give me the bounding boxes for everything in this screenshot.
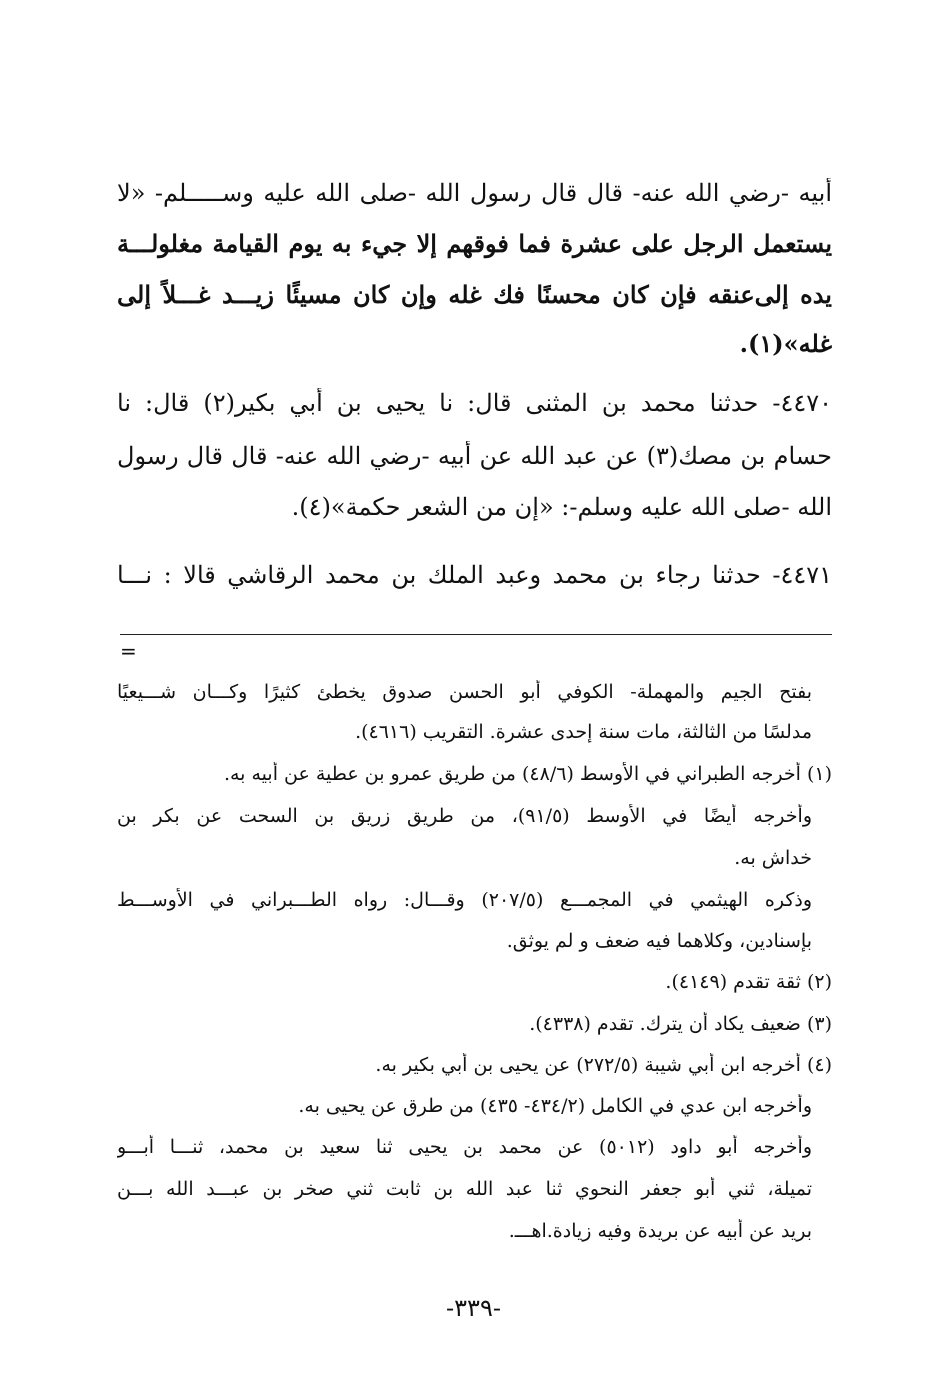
footnote-line: تميلة، ثني أبو جعفر النحوي ثنا عبد الله بن ثابت ثني صخر بن عبـــد الله بـــن (117, 1178, 812, 1200)
footnote-line: بفتح الجيم والمهملة- الكوفي أبو الحسن صدوق يخطئ كثيرًا وكـــان شـــيعيًا (117, 681, 812, 703)
main-text-line: ٤٤٧١- حدثنا رجاء بن محمد وعبد الملك بن محمد الرقاشي قالا : نـــا (117, 561, 832, 589)
footnote-line: بريد عن أبيه عن بريدة وفيه زيادة.اهـــ. (508, 1220, 812, 1242)
footnote-line: وأخرجه أبو داود (٥٠١٢) عن محمد بن يحيى ثنا سعيد بن محمد، ثنـــا أبـــو (117, 1136, 812, 1158)
footnote-line: (٢) ثقة تقدم (٤١٤٩). (665, 971, 832, 993)
footnote-separator (120, 634, 832, 635)
page-number: -٣٣٩- (446, 1294, 501, 1322)
footnote-line: (٣) ضعيف يكاد أن يترك. تقدم (٤٣٣٨). (529, 1013, 832, 1035)
main-text-line: ٤٤٧٠- حدثنا محمد بن المثنى قال: نا يحيى بن أبي بكير(٢) قال: نا (117, 389, 832, 417)
main-text-line: يده إلى‌عنقه فإن كان محسنًا فك غله وإن كان مسيئًا زيـــد غـــلاً إلى (117, 280, 832, 309)
footnote-line: وذكره الهيثمي في المجمـــع (٢٠٧/٥) وقـــال: رواه الطـــبراني في الأوســـط (117, 889, 812, 911)
footnote-line: خداش به. (734, 847, 812, 869)
continuation-mark: = (120, 639, 137, 663)
footnote-line: مدلسًا من الثالثة، مات سنة إحدى عشرة. التقريب (٤٦١٦). (355, 721, 812, 743)
footnote-line: (٤) أخرجه ابن أبي شيبة (٢٧٢/٥) عن يحيى بن أبي بكير به. (375, 1054, 832, 1076)
footnote-line: بإسنادين، وكلاهما فيه ضعف و لم يوثق. (506, 930, 812, 952)
footnote-line: وأخرجه ابن عدي في الكامل (٤٣٤/٢- ٤٣٥) من طرق عن يحيى به. (298, 1095, 812, 1117)
main-text-line: الله -صلى الله عليه وسلم-: «إن من الشعر حكمة»(٤). (291, 493, 832, 521)
main-text-line: يستعمل الرجل على عشرة فما فوقهم إلا جيء به يوم القيامة مغلولـــة (117, 229, 832, 258)
main-text-line: حسام بن مصك(٣) عن عبد الله عن أبيه -رضي الله عنه- قال قال رسول (117, 442, 832, 470)
main-text-line: أبيه -رضي الله عنه- قال قال رسول الله -صلى الله عليه وســـــلم- «لا (117, 179, 832, 207)
footnote-line: (١) أخرجه الطبراني في الأوسط (٤٨/٦) من طريق عمرو بن عطية عن أبيه به. (223, 763, 832, 785)
main-text-line: غله»(١). (739, 329, 832, 358)
footnote-line: وأخرجه أيضًا في الأوسط (٩١/٥)، من طريق زريق بن السحت عن بكر بن (117, 805, 812, 827)
